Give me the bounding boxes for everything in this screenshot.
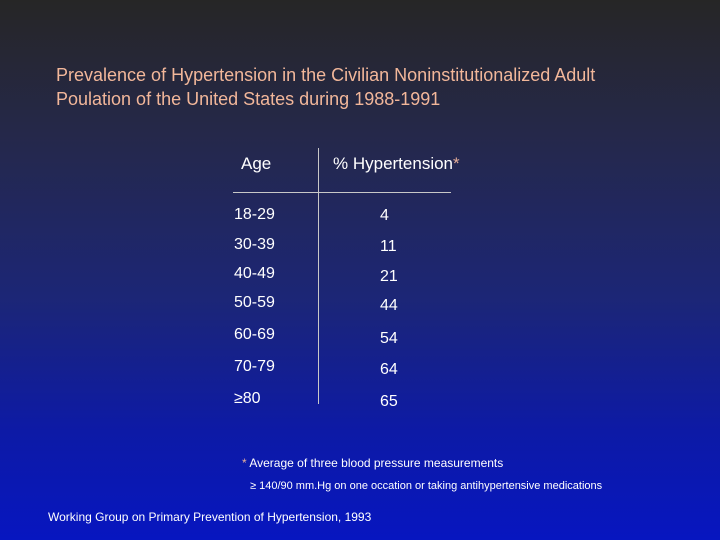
column-divider <box>318 148 319 404</box>
column-header-hypertension-label: % Hypertension <box>333 154 454 173</box>
footnote-2: ≥ 140/90 mm.Hg on one occation or taking antihypertensive medications <box>250 480 603 492</box>
pct-cell: 65 <box>380 393 398 410</box>
pct-cell: 4 <box>380 207 389 224</box>
title-line-2: Poulation of the United States during 1988-1991 <box>56 89 441 109</box>
pct-cell: 44 <box>380 297 398 314</box>
age-cell: 50-59 <box>234 294 275 311</box>
footnote-1-marker: * <box>242 456 247 470</box>
age-cell: 70-79 <box>234 358 275 375</box>
footnote-1-text: Average of three blood pressure measurements <box>246 456 504 470</box>
column-header-hypertension <box>333 154 460 174</box>
pct-cell: 54 <box>380 330 398 347</box>
age-cell: 30-39 <box>234 236 275 253</box>
age-cell: 60-69 <box>234 326 275 343</box>
title-line-1: Prevalence of Hypertension in the Civilian Noninstitutionalized Adult <box>56 65 596 85</box>
source-citation: Working Group on Primary Prevention of Hypertension, 1993 <box>48 510 372 524</box>
pct-cell: 21 <box>380 268 398 285</box>
pct-cell: 11 <box>380 238 397 255</box>
pct-cell: 64 <box>380 361 398 378</box>
slide-title <box>56 63 595 111</box>
age-cell: 18-29 <box>234 206 275 223</box>
age-cell: 40-49 <box>234 265 275 282</box>
header-divider <box>233 192 451 193</box>
footnote-marker: * <box>453 154 460 173</box>
age-cell: ≥80 <box>234 390 261 407</box>
footnote-1 <box>242 456 503 470</box>
column-header-age: Age <box>241 154 272 173</box>
